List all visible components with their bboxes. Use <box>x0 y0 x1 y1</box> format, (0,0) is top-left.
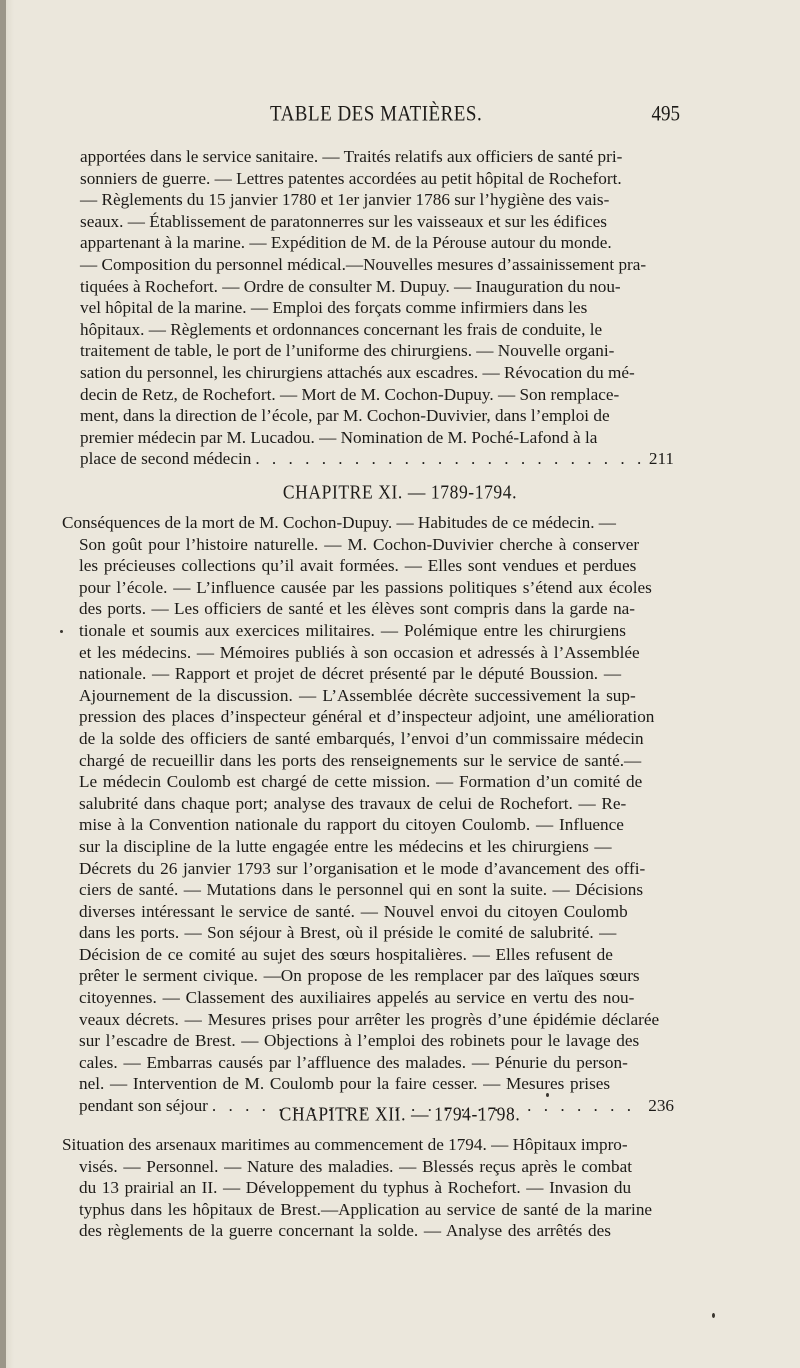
text-line: dans les ports. — Son séjour à Brest, où il préside le comité de salubrité. — <box>79 923 617 943</box>
text-line: ciers de santé. — Mutations dans le personnel qui en sont la suite. — Décisions <box>79 880 644 900</box>
text-line: Son goût pour l’histoire naturelle. — M. Cochon-Duvivier cherche à conserver <box>79 534 640 554</box>
text-line: citoyennes. — Classement des auxiliaires appelés au service en vertu des nou- <box>79 988 635 1008</box>
text-line: traitement de table, le port de l’uniforme des chirurgiens. — Nouvelle organi- <box>80 341 615 361</box>
text-line: Situation des arsenaux maritimes au commencement de 1794. — Hôpitaux impro- <box>62 1135 628 1154</box>
paper-speck <box>60 630 63 633</box>
text-line: nationale. — Rapport et projet de décret présenté par le député Boussion. — <box>79 664 622 684</box>
text-line: salubrité dans chaque port; analyse des travaux de celui de Rochefort. — Re- <box>79 793 627 813</box>
text-line: chargé de recueillir dans les ports des renseignements sur le service de santé.— <box>79 750 642 770</box>
paper-speck <box>546 1093 549 1097</box>
text-line: veaux décrets. — Mesures prises pour arrêter les progrès d’une épidémie déclarée <box>79 1009 660 1029</box>
running-header-title: TABLE DES MATIÈRES. <box>270 102 483 127</box>
chapter-heading-xii: CHAPITRE XII. — 1794-1798. <box>279 1102 521 1126</box>
text-line: pression des places d’inspecteur général et d’inspecteur adjoint, une amélioration <box>79 707 655 727</box>
text-line: Décrets du 26 janvier 1793 sur l’organisation et le mode d’avancement des offi- <box>79 858 646 878</box>
text-line: Le médecin Coulomb est chargé de cette mission. — Formation d’un comité de <box>79 772 643 792</box>
toc-entry-last-text: place de second médecin <box>80 449 252 469</box>
toc-page-reference: 236 <box>648 1096 674 1116</box>
text-line: ment, dans la direction de l’école, par M. Cochon-Duvivier, dans l’emploi de <box>80 406 610 426</box>
text-line: les précieuses collections qu’il avait formées. — Elles sont vendues et perdues <box>79 556 637 576</box>
text-line: Ajournement de la discussion. — L’Assemblée décrète successivement la sup- <box>79 685 636 705</box>
text-line: sur la discipline de la lutte engagée entre les médecins et les chirurgiens — <box>79 836 612 856</box>
text-line: de la solde des officiers de santé embarqués, l’envoi d’un commissaire médecin <box>79 728 644 748</box>
text-line: mise à la Convention nationale du rapport du citoyen Coulomb. — Influence <box>79 815 624 835</box>
text-line: pour l’école. — L’influence causée par les passions politiques s’étend aux écoles <box>79 577 652 597</box>
text-line: visés. — Personnel. — Nature des maladies. — Blessés reçus après le combat <box>79 1156 633 1176</box>
text-line: des ports. — Les officiers de santé et les élèves sont compris dans la garde na- <box>79 599 636 619</box>
page-binding-edge <box>0 0 6 1368</box>
text-line: diverses intéressant le service de santé. — Nouvel envoi du citoyen Coulomb <box>79 901 628 921</box>
text-line: cales. — Embarras causés par l’affluence des malades. — Pénurie du person- <box>79 1052 628 1072</box>
chapter-heading-xi: CHAPITRE XI. — 1789-1794. <box>282 480 518 504</box>
text-line: et les médecins. — Mémoires publiés à son occasion et adressés à l’Assemblée <box>79 642 640 662</box>
dot-leader <box>255 448 645 470</box>
text-line: hôpitaux. — Règlements et ordonnances concernant les frais de conduite, le <box>80 319 603 339</box>
text-line: Conséquences de la mort de M. Cochon-Dupuy. — Habitudes de ce médecin. — <box>62 513 616 532</box>
text-line: vel hôpital de la marine. — Emploi des forçats comme infirmiers dans les <box>80 298 588 318</box>
page-number: 495 <box>651 102 680 127</box>
text-line: prêter le serment civique. —On propose de les remplacer par des laïques sœurs <box>79 966 640 986</box>
toc-page-reference: 211 <box>648 449 674 469</box>
toc-leader-line <box>80 448 674 470</box>
paper-speck <box>712 1313 715 1318</box>
text-line: typhus dans les hôpitaux de Brest.—Application au service de santé de la marine <box>79 1199 653 1219</box>
text-line: premier médecin par M. Lucadou. — Nomination de M. Poché-Lafond à la <box>80 427 598 447</box>
text-line: seaux. — Établissement de paratonnerres sur les vaisseaux et sur les édifices <box>80 211 607 231</box>
running-header <box>270 104 680 134</box>
text-line: apportées dans le service sanitaire. — Traités relatifs aux officiers de santé pri- <box>80 147 623 166</box>
text-line: sur l’escadre de Brest. — Objections à l’emploi des robinets pour le lavage des <box>79 1031 640 1051</box>
text-line: sonniers de guerre. — Lettres patentes accordées au petit hôpital de Rochefort. <box>80 168 622 188</box>
toc-entry-chapter-10-continued <box>80 146 674 470</box>
text-line: des règlements de la guerre concernant la solde. — Analyse des arrêtés des <box>79 1221 611 1241</box>
text-line: nel. — Intervention de M. Coulomb pour la faire cesser. — Mesures prises <box>79 1074 611 1094</box>
text-line: du 13 prairial an II. — Développement du typhus à Rochefort. — Invasion du <box>79 1178 632 1198</box>
text-line: — Règlements du 15 janvier 1780 et 1er janvier 1786 sur l’hygiène des vais- <box>80 190 610 210</box>
text-line: appartenant à la marine. — Expédition de M. de la Pérouse autour du monde. <box>80 233 612 253</box>
text-line: Décision de ce comité au sujet des sœurs hospitalières. — Elles refusent de <box>79 944 613 964</box>
text-line: — Composition du personnel médical.—Nouvelles mesures d’assainissement pra- <box>80 254 647 274</box>
text-line: sation du personnel, les chirurgiens attachés aux escadres. — Révocation du mé- <box>80 362 635 382</box>
toc-entry-chapter-12 <box>62 1134 674 1242</box>
text-line: decin de Retz, de Rochefort. — Mort de M. Cochon-Dupuy. — Son remplace- <box>80 384 620 404</box>
toc-entry-chapter-11 <box>62 512 674 1117</box>
text-line: tionale et soumis aux exercices militaires. — Polémique entre les chirurgiens <box>79 620 626 640</box>
toc-entry-last-text: pendant son séjour <box>79 1096 208 1116</box>
text-line: tiquées à Rochefort. — Ordre de consulter M. Dupuy. — Inauguration du nou- <box>80 276 621 296</box>
